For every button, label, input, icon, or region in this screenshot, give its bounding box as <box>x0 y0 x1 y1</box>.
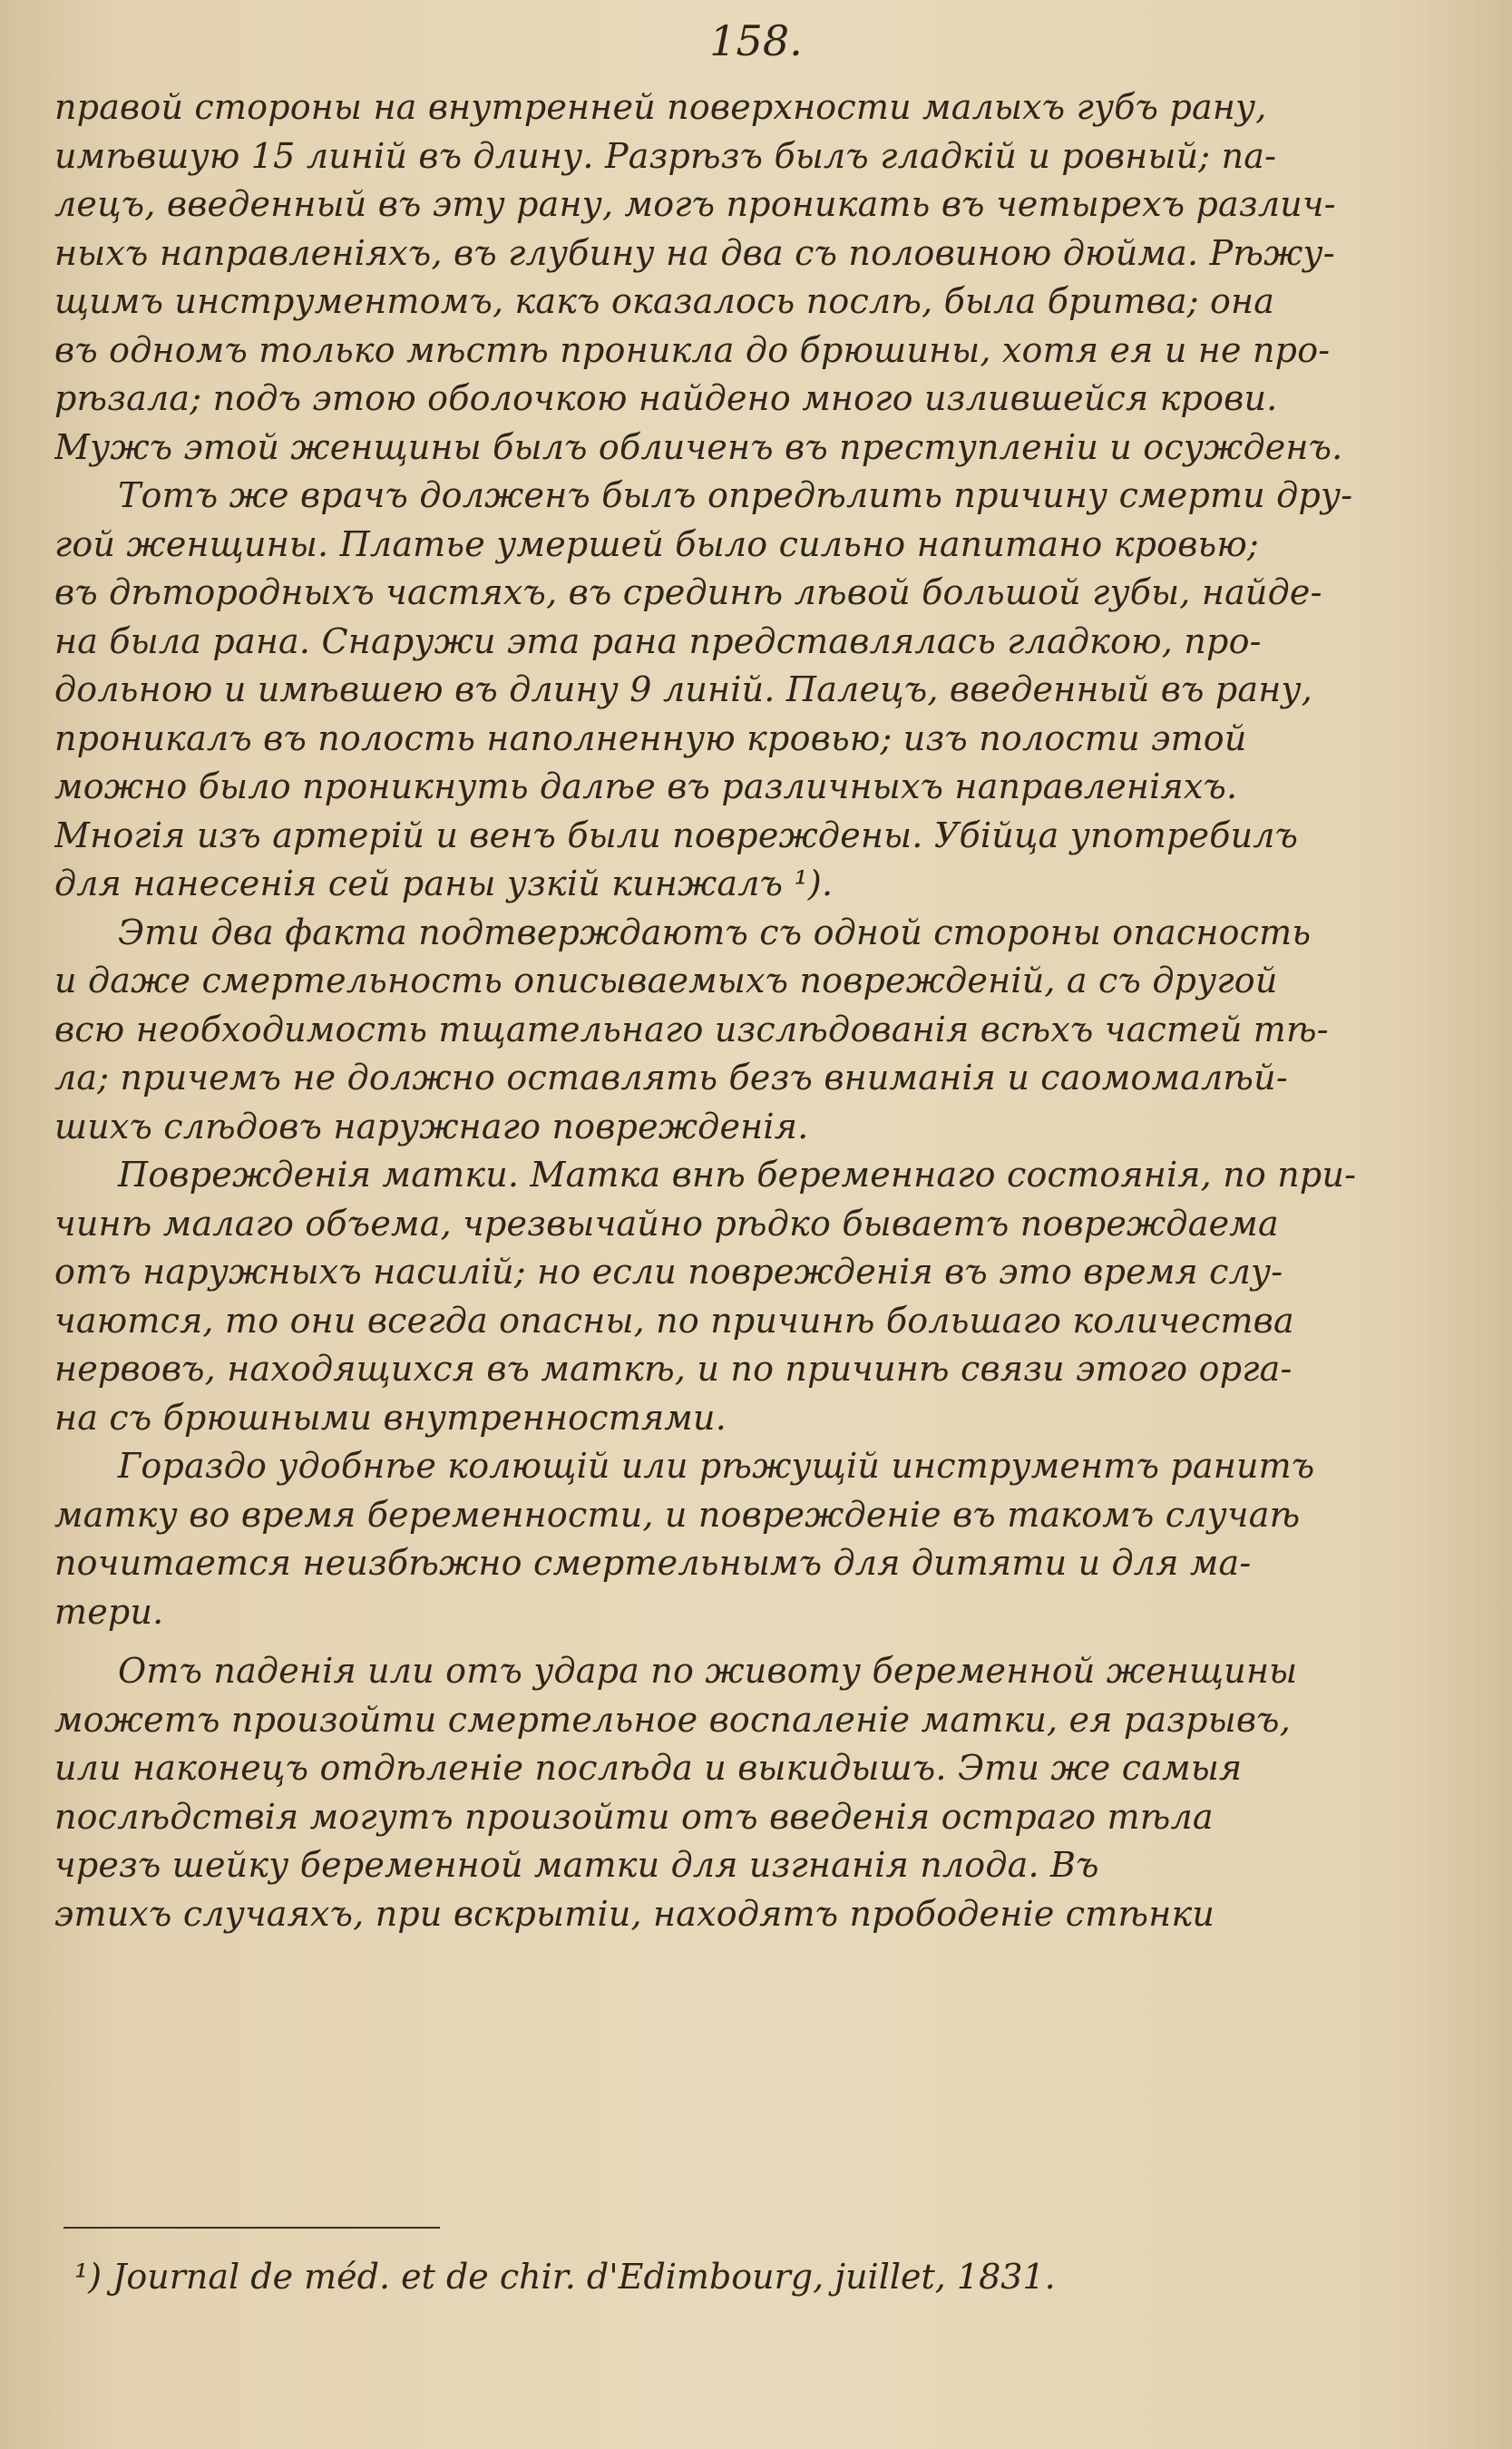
text-line: почитается неизбѣжно смертельнымъ для дитяти и для ма- <box>54 1543 1252 1583</box>
paragraph-start-line: Отъ паденія или отъ удара по животу беременной женщины <box>118 1651 1298 1691</box>
text-line: можно было проникнуть далѣе въ различныхъ направленіяхъ. <box>54 766 1238 806</box>
text-line: шихъ слѣдовъ наружнаго поврежденія. <box>54 1106 809 1146</box>
text-line: гой женщины. Платье умершей было сильно напитано кровью; <box>54 523 1260 564</box>
text-line: этихъ случаяхъ, при вскрытіи, находятъ прободеніе стѣнки <box>54 1893 1215 1934</box>
text-line: имѣвшую 15 линій въ длину. Разрѣзъ былъ гладкій и ровный; па- <box>54 135 1277 176</box>
text-line: чрезъ шейку беременной матки для изгнанія плода. Въ <box>54 1845 1099 1885</box>
text-line: дольною и имѣвшею въ длину 9 линій. Палецъ, введенный въ рану, <box>54 669 1313 709</box>
text-line: лецъ, введенный въ эту рану, могъ проникать въ четырехъ различ- <box>54 184 1336 224</box>
text-line: рѣзала; подъ этою оболочкою найдено много излившейся крови. <box>54 378 1278 418</box>
text-line: отъ наружныхъ насилій; но если поврежденія въ это время слу- <box>54 1252 1283 1292</box>
section-heading-line: Поврежденія матки. Матка внѣ беременнаго состоянія, по при- <box>118 1155 1357 1195</box>
text-line: чаются, то они всегда опасны, по причинѣ большаго количества <box>54 1300 1294 1341</box>
text-line: и даже смертельность описываемыхъ поврежденій, а съ другой <box>54 961 1278 1000</box>
text-line: всю необходимость тщательнаго изслѣдованія всѣхъ частей тѣ- <box>54 1009 1329 1049</box>
text-line: въ дѣтородныхъ частяхъ, въ срединѣ лѣвой большой губы, найде- <box>54 572 1322 612</box>
footnote-rule <box>63 2227 440 2229</box>
paragraph-start-line: Тотъ же врачъ долженъ былъ опредѣлить причину смерти дру- <box>118 475 1353 515</box>
text-line: Многія изъ артерій и венъ были повреждены. Убійца употребилъ <box>54 815 1299 855</box>
text-line: ла; причемъ не должно оставлять безъ вниманія и саомомалѣй- <box>54 1058 1288 1098</box>
text-line: въ одномъ только мѣстѣ проникла до брюшины, хотя ея и не про- <box>54 329 1331 370</box>
text-line: чинѣ малаго объема, чрезвычайно рѣдко бываетъ повреждаема <box>54 1203 1279 1244</box>
text-line: послѣдствія могутъ произойти отъ введенія остраго тѣла <box>54 1796 1214 1837</box>
body-text <box>54 83 1451 1938</box>
text-line: на была рана. Снаружи эта рана представлялась гладкою, про- <box>54 620 1262 661</box>
text-line: Мужъ этой женщины былъ обличенъ въ преступленіи и осужденъ. <box>54 426 1343 467</box>
text-line: нервовъ, находящихся въ маткѣ, и по причинѣ связи этого орга- <box>54 1349 1293 1389</box>
footnote: ¹) Journal de méd. et de chir. d'Edimbourg, juillet, 1831. <box>74 2257 1056 2297</box>
text-line: правой стороны на внутренней поверхности малыхъ губъ рану, <box>54 87 1267 127</box>
text-line: матку во время беременности, и поврежденіе въ такомъ случаѣ <box>54 1494 1301 1535</box>
text-line: проникалъ въ полость наполненную кровью; изъ полости этой <box>54 717 1247 758</box>
page-number: 158. <box>709 16 803 65</box>
text-line: щимъ инструментомъ, какъ оказалось послѣ, была бритва; она <box>54 281 1275 321</box>
paragraph-gap <box>54 1636 1451 1647</box>
paragraph-start-line: Гораздо удобнѣе колющій или рѣжущій инструментъ ранитъ <box>118 1446 1315 1486</box>
text-line: можетъ произойти смертельное воспаленіе матки, ея разрывъ, <box>54 1699 1291 1740</box>
text-line: тери. <box>54 1591 164 1632</box>
paragraph-start-line: Эти два факта подтверждаютъ съ одной стороны опасность <box>118 912 1312 952</box>
text-line: или наконецъ отдѣленіе послѣда и выкидышъ. Эти же самыя <box>54 1748 1243 1788</box>
text-line: ныхъ направленіяхъ, въ глубину на два съ половиною дюйма. Рѣжу- <box>54 232 1335 273</box>
text-line: для нанесенія сей раны узкій кинжалъ ¹). <box>54 863 834 903</box>
text-line: на съ брюшными внутренностями. <box>54 1397 727 1438</box>
